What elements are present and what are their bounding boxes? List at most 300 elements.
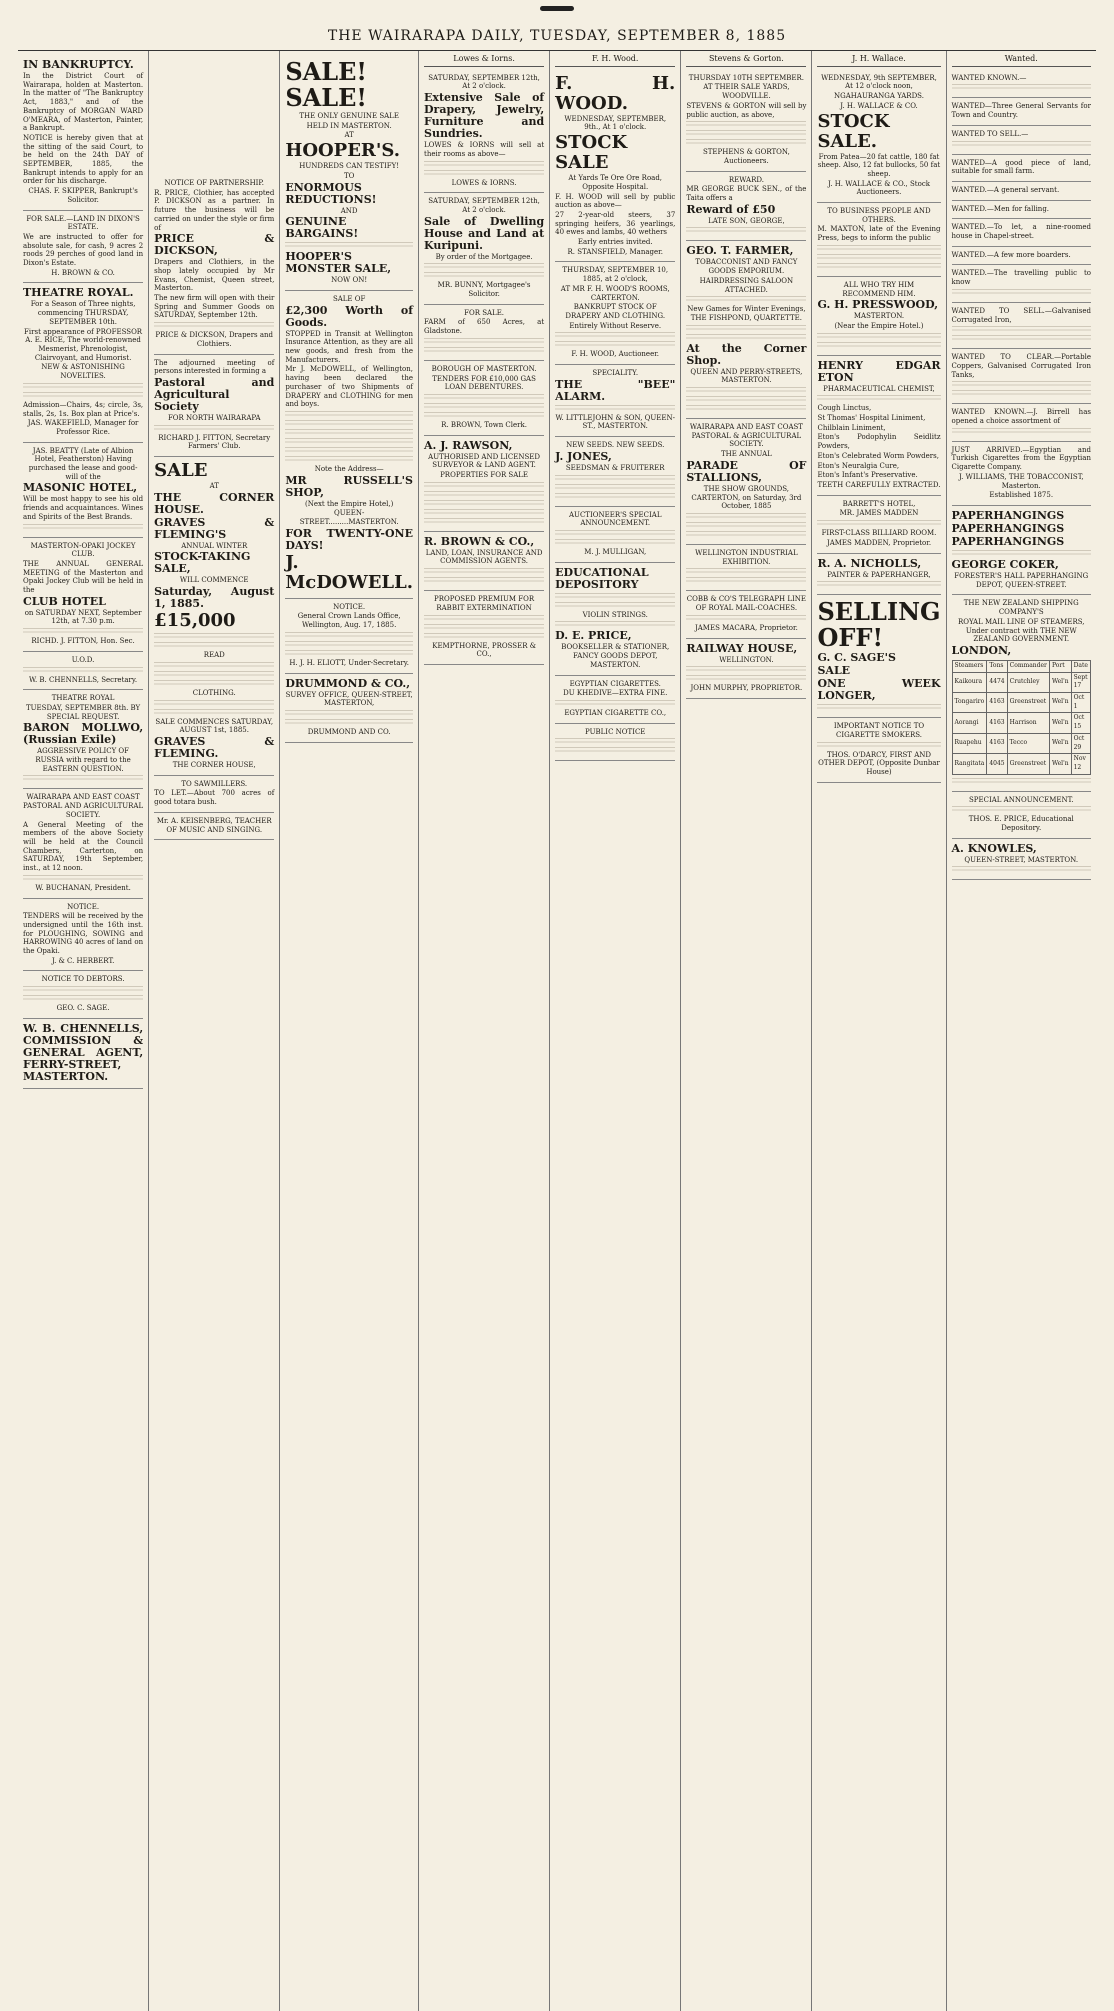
ad-text: (Next the Empire Hotel,): [304, 499, 394, 508]
ad-heading: FOR SALE.—LAND IN DIXON'S ESTATE.: [26, 214, 140, 232]
ad-text: AND: [340, 206, 358, 215]
ad-text: WANTED TO CLEAR.—Portable Coppers, Galvanised Corrugated Iron Tanks,: [951, 353, 1091, 379]
ad-text: SALE OF: [332, 294, 366, 303]
ad-text: At Yards Te Ore Ore Road, Opposite Hospital.: [568, 174, 663, 191]
ad-text: MR GEORGE BUCK SEN., of the Taita offers a: [686, 185, 807, 203]
text-block: [23, 524, 143, 531]
ad-heading: SALE! SALE!: [285, 57, 367, 112]
ad-signature: W. LITTLEJOHN & SON, QUEEN-ST., MASTERTON.: [555, 413, 675, 431]
ad-text: AT: [209, 482, 219, 491]
ad-heading: GEORGE COKER,: [951, 557, 1059, 571]
ad-signature: EGYPTIAN CIGARETTE CO.,: [564, 708, 667, 717]
ad-heading: G. C. SAGE'S: [817, 651, 896, 665]
column-heading: Wanted.: [952, 55, 1091, 67]
text-block: [424, 161, 544, 168]
ad-shipping-company: [952, 595, 1091, 791]
text-block: [424, 170, 544, 177]
ad-heading: EGYPTIAN CIGARETTES.: [569, 679, 661, 688]
text-block: [555, 341, 675, 348]
column-heading: Lowes & Iorns.: [424, 55, 544, 67]
ad-text: ANNUAL WINTER: [181, 541, 248, 550]
ad-gas-loan: [424, 361, 544, 436]
text-block: [952, 289, 1091, 296]
ad-heading: A. KNOWLES,: [951, 841, 1037, 855]
ad-subheading: TENDERS FOR £10,000 GAS LOAN DEBENTURES.: [432, 374, 536, 392]
table-cell: 4045: [987, 754, 1007, 774]
ad-uod: [23, 652, 143, 690]
text-block: [285, 650, 413, 657]
ad-text: LAND, LOAN, INSURANCE AND COMMISSION AGENTS.: [425, 548, 543, 566]
column-6: [681, 51, 812, 2011]
text-block: [154, 642, 274, 649]
ad-text: QUEEN-STREET, MASTERTON.: [964, 855, 1079, 864]
ad-heading: At the Corner Shop.: [686, 341, 807, 367]
text-block: [555, 738, 675, 745]
ad-text: HELD IN MASTERTON.: [306, 121, 392, 130]
ad-text: Early entries invited.: [577, 238, 653, 247]
ad-text: M. MAXTON, late of the Evening Press, begs to inform the public: [817, 225, 941, 243]
text-block: [686, 405, 806, 412]
table-row: [952, 713, 1090, 733]
text-block: [424, 615, 544, 622]
ad-signature: R. STANSFIELD, Manager.: [567, 247, 663, 256]
table-cell: Wel'n: [1049, 754, 1071, 774]
ad-heading: STOCK SALE: [555, 132, 628, 174]
ad-farm-gladstone: [424, 305, 544, 361]
ad-text: THE ONLY GENUINE SALE: [299, 112, 399, 120]
ad-signature: J. H. WALLACE & CO., Stock Auctioneers.: [827, 179, 930, 197]
ad-signature: J. WILLIAMS, THE TOBACCONIST, Masterton.: [958, 472, 1084, 490]
ad-lowes-iorns-drapery: [424, 70, 544, 194]
ad-text: By order of the Mortgagee.: [435, 252, 533, 261]
ad-text: WANTED.—A few more boarders.: [951, 250, 1071, 259]
ad-pastoral-society: [23, 789, 143, 898]
ad-theatre-royal-mollwo: [23, 690, 143, 789]
table-cell: Harrison: [1007, 713, 1049, 733]
text-block: [285, 456, 413, 463]
ad-text: New Games for Winter Evenings, THE FISHPOND, QUARTETTE.: [687, 305, 806, 322]
ad-subheading: READ: [203, 651, 225, 660]
text-block: [154, 680, 274, 687]
ad-kuripuni: [424, 193, 544, 305]
ad-heading: WAIRARAPA AND EAST COAST PASTORAL AND AGRICULTURAL SOCIETY.: [23, 793, 144, 819]
ad-heading: DRUMMOND & CO.,: [285, 676, 411, 690]
ad-heading: ONE WEEK LONGER,: [817, 677, 941, 703]
text-block: [817, 263, 940, 270]
ad-item: Eton's Infant's Preservative.: [817, 471, 918, 480]
ad-text: In the District Court of Wairarapa, holden at Masterton. In the matter of "The Bankruptcy Act, 1883," and of the Bankruptcy of MORGAN WARD O'MEARA, of Masterton, Painter, a Bankrupt.: [23, 72, 144, 133]
ad-farmer-tobacconist: [686, 241, 806, 419]
ad-text: AUTHORISED AND LICENSED SURVEYOR & LAND AGENT.: [428, 452, 540, 470]
ad-text: TENDERS will be received by the undersigned until the 16th inst. for PLOUGHING, SOWING and HARROWING 40 acres of land on the Opaki.: [23, 912, 144, 956]
ad-heading: TO SAWMILLERS.: [181, 779, 248, 788]
table-cell: Wel'n: [1049, 713, 1071, 733]
ad-heading: PAPERHANGINGS: [951, 508, 1065, 522]
text-block: [154, 633, 274, 640]
ad-subheading: PROPERTIES FOR SALE: [440, 471, 529, 480]
ad-heading: Saturday, August 1, 1885.: [154, 585, 275, 611]
ad-heading: TO BUSINESS PEOPLE AND OTHERS.: [827, 207, 931, 224]
ad-text: WANTED.—The travelling public to know: [951, 269, 1091, 287]
ad-text: JAS. BEATTY (Late of Albion Hotel, Featherston) Having purchased the lease and good-will of the: [28, 446, 138, 481]
text-block: [154, 671, 274, 678]
text-block: [424, 263, 544, 270]
ad-text: J. H. WALLACE & CO.: [840, 101, 918, 110]
table-row: [952, 754, 1090, 774]
text-block: [952, 866, 1091, 873]
ad-heading: SALE: [154, 460, 208, 482]
ad-heading: BARON MOLLWO, (Russian Exile): [23, 721, 144, 747]
text-block: [952, 428, 1091, 435]
ad-item: Eton's Neuralgia Cure,: [817, 461, 900, 470]
ad-text: (Near the Empire Hotel.): [834, 321, 924, 330]
ad-heading: Sale of Dwelling House and Land at Kuripuni.: [424, 214, 545, 252]
text-block: [555, 484, 675, 491]
ad-signature: H. BROWN & CO.: [51, 268, 115, 277]
ad-text: SURVEY OFFICE, QUEEN-STREET, MASTERTON,: [285, 690, 413, 708]
text-block: [952, 141, 1091, 148]
text-block: [952, 84, 1091, 91]
ad-special-announcement: [952, 792, 1091, 839]
ad-heading: ALL WHO TRY HIM RECOMMEND HIM.: [842, 280, 916, 298]
ad-signature: JAMES MADDEN, Proprietor.: [826, 538, 932, 547]
ad-text: SALE COMMENCES SATURDAY, AUGUST 1st, 1885.: [155, 717, 274, 735]
text-block: [424, 482, 544, 489]
ad-item: Eton's Celebrated Worm Powders,: [817, 451, 939, 460]
ad-land-dixon: [23, 211, 143, 284]
text-block: [424, 509, 544, 516]
ad-text: WANTED.—A general servant.: [951, 185, 1060, 194]
table-cell: Nov 12: [1071, 754, 1090, 774]
ad-text: We are instructed to offer for absolute sale, for cash, 9 acres 2 roods 29 perches of good land in Dixon's Estate.: [23, 232, 144, 268]
ad-text: Drapers and Clothiers, in the shop lately occupied by Mr Evans, Chemist, Queen street, Masterton.: [154, 258, 275, 293]
text-block: [23, 383, 143, 390]
table-cell: Wel'n: [1049, 672, 1071, 692]
ad-presswood: [817, 277, 940, 356]
ad-heading: NOTICE.: [67, 902, 100, 911]
ad-item: St Thomas' Hospital Liniment,: [817, 414, 926, 423]
text-block: [952, 381, 1091, 388]
ad-text: WILL COMMENCE: [179, 576, 249, 585]
ad-heading: HOOPER'S.: [285, 140, 401, 162]
ad-text: Will be most happy to see his old friends and acquaintances. Wines and Spirits of the Best Brands.: [23, 495, 144, 521]
text-block: [555, 530, 675, 537]
text-block: [686, 568, 806, 575]
ad-heading: THEATRE ROYAL.: [23, 286, 134, 300]
ad-egyptian-cigarettes: [555, 676, 675, 724]
text-block: [686, 325, 806, 332]
ad-bankrupt-stock: [555, 262, 675, 365]
text-block: [952, 806, 1091, 813]
columns: [18, 51, 1096, 2011]
ad-heading: W. B. CHENNELLS, COMMISSION & GENERAL AGENT, FERRY-STREET, MASTERTON.: [23, 1021, 144, 1083]
ad-text: R. PRICE, Clothier, has accepted P. DICKSON as a partner. In future the business will be carried on under the style or firm of: [154, 188, 275, 232]
table-cell: 4474: [987, 672, 1007, 692]
ad-industrial-exhibition: [686, 545, 806, 591]
table-cell: Rangitata: [952, 754, 987, 774]
ad-tenders-ploughing: [23, 899, 143, 972]
ad-text: on SATURDAY NEXT, September 12th, at 7.30 p.m.: [24, 608, 142, 626]
ad-text: AT MR F. H. WOOD'S ROOMS, CARTERTON.: [560, 284, 670, 302]
ad-text: ROYAL MAIL LINE OF STEAMERS, Under contract with THE NEW ZEALAND GOVERNMENT.: [957, 617, 1085, 644]
text-block: [817, 254, 940, 261]
ad-text: Note the Address—: [314, 464, 384, 473]
text-block: [817, 520, 940, 527]
table-header: Commander: [1007, 660, 1049, 672]
column-heading: F. H. Wood.: [555, 55, 675, 67]
ad-signature: JOHN MURPHY, PROPRIETOR.: [690, 684, 803, 693]
ad-wanted-9: [952, 265, 1091, 302]
ad-heading: THE NEW ZEALAND SHIPPING COMPANY'S: [963, 599, 1079, 617]
text-block: [686, 531, 806, 538]
ad-heading: PUBLIC NOTICE: [585, 727, 646, 736]
ad-text: PHARMACEUTICAL CHEMIST,: [823, 384, 935, 393]
ad-jones-seeds: [555, 437, 675, 506]
text-block: [817, 333, 940, 340]
ad-subheading: DU KHEDIVE—EXTRA FINE.: [563, 689, 668, 698]
text-block: [285, 632, 413, 639]
ad-heading: HOOPER'S MONSTER SALE,: [285, 250, 392, 276]
ad-text: TUESDAY, SEPTEMBER 8th. BY SPECIAL REQUEST.: [25, 703, 141, 721]
ad-text: Admission—Chairs, 4s; circle, 3s, stalls, 2s, 1s. Box plan at Price's.: [23, 400, 144, 418]
ad-heading: PRICE & DICKSON,: [154, 232, 275, 258]
ad-text: HUNDREDS CAN TESTIFY!: [299, 162, 400, 171]
table-cell: Oct 1: [1071, 693, 1090, 713]
text-block: [952, 335, 1091, 342]
ad-signature: MR. BUNNY, Mortgagee's Solicitor.: [437, 281, 531, 299]
ad-heading: LONDON,: [951, 643, 1012, 657]
ad-text: General Crown Lands Office, Wellington, Aug. 17, 1885.: [297, 612, 401, 630]
ad-subheading: NEW & ASTONISHING NOVELTIES.: [41, 363, 125, 381]
ad-text: THE ANNUAL GENERAL MEETING of the Masterton and Opaki Jockey Club will be held in the: [23, 559, 144, 595]
ad-signature: DRUMMOND AND CO.: [307, 727, 391, 736]
ad-heading: U.O.D.: [71, 655, 95, 664]
text-block: [952, 550, 1091, 557]
text-block: [555, 405, 675, 412]
masthead-ornament: [540, 6, 574, 11]
ad-public-notice: [555, 724, 675, 762]
ad-text: LATE SON, GEORGE,: [708, 216, 785, 225]
ad-text: THURSDAY, SEPTEMBER 10, 1885, at 2 o'clock,: [562, 266, 669, 284]
ad-heading: PARADE OF STALLIONS,: [686, 458, 807, 484]
table-cell: Tongariro: [952, 693, 987, 713]
ad-fh-wood-stock: [555, 70, 675, 263]
ad-text: TOBACCONIST AND FANCY GOODS EMPORIUM.: [695, 258, 798, 276]
ad-pastoral-meeting: [154, 355, 274, 458]
text-block: [952, 390, 1091, 397]
ad-bankruptcy: [23, 55, 143, 211]
ad-heading: IMPORTANT NOTICE TO CIGARETTE SMOKERS.: [833, 722, 925, 739]
ad-heading: BOROUGH OF MASTERTON.: [431, 364, 537, 373]
ad-heading: THE CORNER HOUSE.: [154, 490, 275, 516]
ad-woodville-sale: [686, 70, 806, 172]
ad-keisenberg: [154, 813, 274, 840]
ad-heading: SALE: [817, 664, 851, 678]
text-block: [555, 332, 675, 339]
ad-heading: ENORMOUS REDUCTIONS!: [285, 180, 377, 206]
ad-heading: £2,300 Worth of Goods.: [285, 303, 413, 329]
text-block: [817, 581, 940, 588]
ad-heading: MASTERTON-OPAKI JOCKEY CLUB.: [30, 541, 136, 559]
column-7: [812, 51, 946, 2011]
ad-text: The adjourned meeting of persons interested in forming a: [154, 358, 275, 376]
ad-signature: JAS. WAKEFIELD, Manager for Professor Rice.: [27, 419, 139, 436]
ad-text: MASTERTON.: [853, 312, 905, 321]
ad-heading: MASONIC HOTEL,: [23, 481, 138, 495]
table-cell: Tecco: [1007, 733, 1049, 753]
table-cell: 4163: [987, 693, 1007, 713]
ad-paperhangings: [952, 506, 1091, 595]
ad-maxton: [817, 203, 940, 277]
table-header: Steamers: [952, 660, 987, 672]
ad-text: WANTED KNOWN.—J. Birrell has opened a choice assortment of: [951, 408, 1091, 426]
ad-text: AT: [344, 131, 354, 140]
ad-wanted-1: [952, 70, 1091, 99]
text-block: [424, 633, 544, 640]
text-block: [285, 438, 413, 445]
ad-jockey-club: [23, 538, 143, 652]
ad-text: WANTED—A good piece of land, suitable for small farm.: [951, 158, 1091, 176]
ad-subheading: CLOTHING.: [192, 688, 236, 697]
text-block: [686, 675, 806, 682]
ad-text: WANTED KNOWN.—: [951, 73, 1027, 82]
ad-heading: WAIRARAPA AND EAST COAST PASTORAL & AGRICULTURAL SOCIETY.: [689, 423, 803, 449]
ad-text: THOS. O'DARCY, FIRST AND OTHER DEPOT, (Opposite Dunbar House): [818, 750, 940, 777]
ad-heading: WELLINGTON INDUSTRIAL EXHIBITION.: [695, 548, 798, 566]
masthead: THE WAIRARAPA DAILY, TUESDAY, SEPTEMBER 8, 1885: [18, 14, 1096, 51]
ad-text: 27 2-year-old steers, 37 springing heifers, 36 yearlings, 40 ewes and lambs, 40 wethers: [555, 210, 676, 237]
ad-wanted-6: [952, 201, 1091, 220]
ad-subheading: VIOLIN STRINGS.: [582, 610, 648, 619]
text-block: [686, 615, 806, 622]
text-block: [555, 602, 675, 609]
text-block: [154, 322, 274, 329]
text-block: [23, 628, 143, 635]
ad-crown-lands: [285, 599, 413, 674]
ad-signature: LOWES & IORNS.: [451, 178, 517, 187]
text-block: [424, 394, 544, 401]
ad-heading: REWARD.: [728, 175, 764, 184]
ad-item: Eton's Podophylin Seidlitz Powders,: [817, 433, 941, 451]
column-heading: J. H. Wallace.: [817, 55, 940, 67]
ad-heading: THE "BEE" ALARM.: [555, 377, 676, 403]
ad-text: PAINTER & PAPERHANGER,: [827, 570, 931, 579]
table-cell: 4163: [987, 713, 1007, 733]
ad-wanted-3: [952, 126, 1091, 155]
ad-wallace-stock: [817, 70, 940, 203]
ad-text: Entirely Without Reserve.: [569, 321, 662, 330]
shipping-table: [952, 660, 1091, 775]
text-block: [154, 709, 274, 716]
text-block: [686, 296, 806, 303]
ad-heading: STOCK SALE.: [817, 110, 890, 152]
ad-williams-tobacconist: [952, 442, 1091, 506]
text-block: [285, 447, 413, 454]
ad-r-brown: [424, 532, 544, 591]
text-block: [686, 139, 806, 146]
text-block: [424, 272, 544, 279]
text-block: [817, 245, 940, 252]
ad-heading: STOCK-TAKING SALE,: [154, 550, 251, 576]
column-2: [149, 51, 280, 2011]
ad-rabbit: [424, 591, 544, 665]
ad-wanted-8: [952, 247, 1091, 266]
ad-heading: D. E. PRICE,: [555, 629, 632, 643]
text-block: [952, 778, 1091, 785]
ad-text: For a Season of Three nights, commencing THURSDAY, SEPTEMBER 10th.: [30, 300, 136, 326]
ad-wanted-4: [952, 155, 1091, 182]
ad-signature: RICHD. J. FITTON, Hon. Sec.: [31, 637, 135, 646]
ad-signature: KEMPTHORNE, PROSSER & CO.,: [432, 641, 536, 659]
ad-text: The new firm will open with their Spring and Summer Goods on SATURDAY, September 12th.: [154, 294, 275, 320]
column-8: [947, 51, 1096, 2011]
ad-text: WANTED—Three General Servants for Town and Country.: [951, 102, 1091, 120]
ad-heading: RAILWAY HOUSE,: [686, 641, 798, 655]
ad-heading: GRAVES & FLEMING.: [154, 734, 275, 760]
ad-text: WANTED.—To let, a nine-roomed house in Chapel-street.: [951, 223, 1091, 241]
ad-signature: H. J. H. ELIOTT, Under-Secretary.: [289, 658, 409, 667]
ad-subheading: BANKRUPT STOCK OF DRAPERY AND CLOTHING.: [565, 303, 666, 320]
text-block: [424, 412, 544, 419]
table-cell: Kaikoura: [952, 672, 987, 692]
ad-text: TO LET.—About 700 acres of good totara bush.: [154, 789, 275, 807]
text-block: [686, 522, 806, 529]
text-block: [285, 242, 413, 249]
ad-heading: HENRY EDGAR ETON: [817, 358, 941, 384]
text-block: [686, 513, 806, 520]
ad-text: SATURDAY, SEPTEMBER 12th, At 2 o'clock.: [428, 197, 540, 214]
ad-heading: SPECIALITY.: [592, 369, 639, 378]
table-cell: 4163: [987, 733, 1007, 753]
ad-heading: Reward of £50: [686, 202, 776, 216]
ad-heading: A. J. RAWSON,: [424, 438, 513, 452]
column-heading: Stevens & Gorton.: [686, 55, 806, 67]
ad-railway-house: [686, 639, 806, 699]
text-block: [424, 518, 544, 525]
ad-sale-2300: [285, 291, 413, 599]
ad-subheading: AT THEIR SALE YARDS, WOODVILLE.: [703, 83, 790, 101]
ad-wanted-12: [952, 404, 1091, 441]
ad-text: THURSDAY 10TH SEPTEMBER.: [688, 73, 804, 82]
text-block: [424, 403, 544, 410]
text-block: [817, 395, 940, 402]
ad-amount: £15,000: [154, 610, 236, 632]
ad-text: QUEEN AND PERRY-STREETS, MASTERTON.: [690, 367, 803, 385]
text-block: [817, 342, 940, 349]
ad-text: SEEDSMAN & FRUITERER: [565, 463, 665, 472]
ad-signature: CHAS. F. SKIPPER, Bankrupt's Solicitor.: [28, 187, 138, 204]
ad-signature: THOS. E. PRICE, Educational Depository.: [968, 815, 1074, 833]
ad-heading: PAPERHANGINGS: [951, 521, 1065, 535]
ad-wanted-7: [952, 219, 1091, 246]
ad-text: LOWES & IORNS will sell at their rooms as above—: [424, 141, 545, 158]
ad-heading: EDUCATIONAL DEPOSITORY: [555, 565, 649, 591]
ad-heading: COBB & CO'S TELEGRAPH LINE OF ROYAL MAIL-COACHES.: [686, 595, 807, 613]
ad-text: FARM of 650 Acres, at Gladstone.: [424, 318, 545, 336]
column-3: [280, 51, 419, 2011]
ad-drummond: [285, 674, 413, 743]
text-block: [686, 666, 806, 673]
table-cell: Sept 17: [1071, 672, 1090, 692]
ad-heading: MR RUSSELL'S SHOP,: [285, 473, 413, 499]
ad-text: THE SHOW GROUNDS, CARTERTON, on Saturday, 3rd October, 1885: [691, 484, 802, 511]
ad-bee-alarm: [555, 365, 675, 437]
ad-heading: J. McDOWELL.: [285, 551, 413, 593]
table-cell: Aorangi: [952, 713, 987, 733]
column-4: [419, 51, 550, 2011]
text-block: [23, 775, 143, 782]
blank-space: [154, 55, 274, 175]
